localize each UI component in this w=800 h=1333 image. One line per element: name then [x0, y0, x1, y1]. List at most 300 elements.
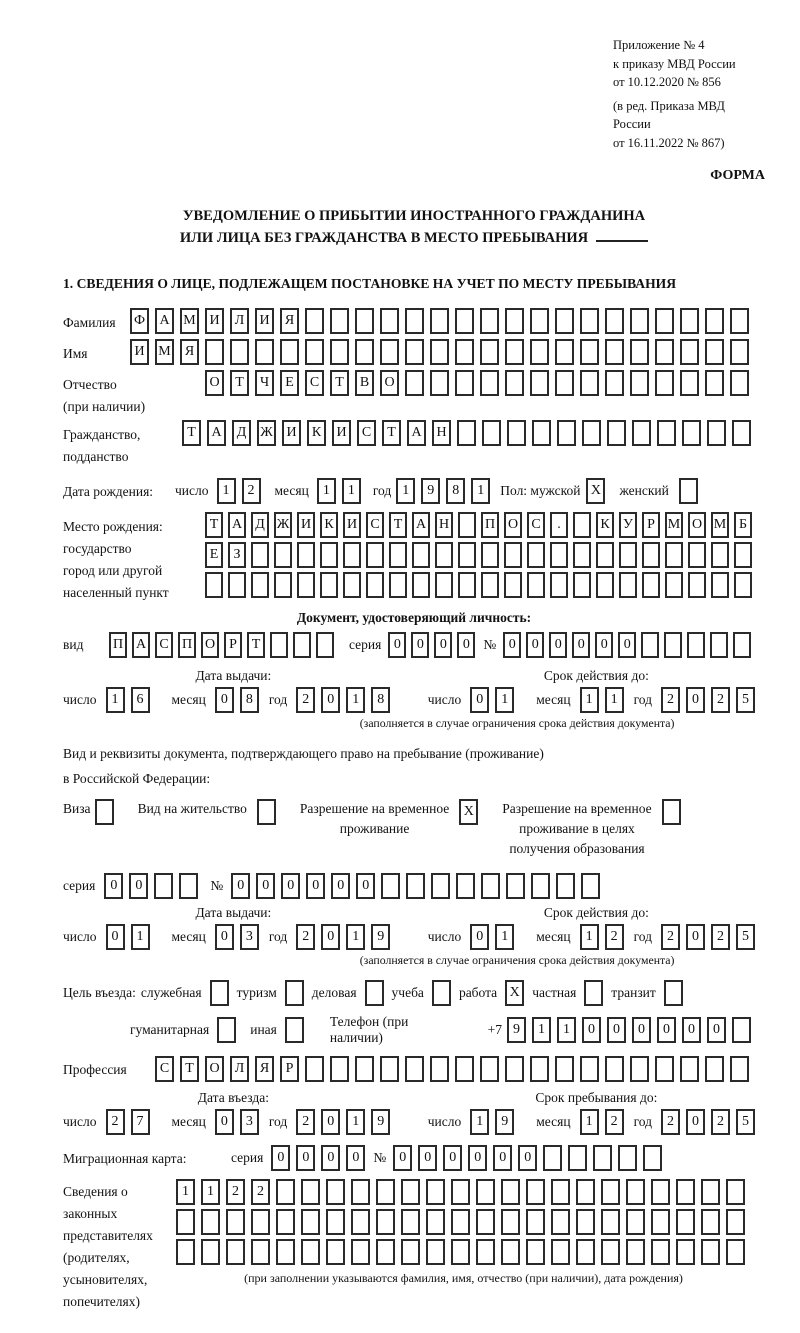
patronymic-cell[interactable]: [405, 370, 424, 396]
surname-cell[interactable]: [455, 308, 474, 334]
entry-year-cell[interactable]: 0: [321, 1109, 340, 1135]
res-valid-day-cell[interactable]: 0: [470, 924, 489, 950]
birth-place-cell[interactable]: [458, 572, 476, 598]
patronymic-cell[interactable]: [630, 370, 649, 396]
stay-year-cell[interactable]: 0: [686, 1109, 705, 1135]
migration-number-cell[interactable]: 0: [493, 1145, 512, 1171]
id-issue-day-cell[interactable]: 6: [131, 687, 150, 713]
migration-number-cell[interactable]: 0: [393, 1145, 412, 1171]
patronymic-cell[interactable]: [430, 370, 449, 396]
surname-cell[interactable]: А: [155, 308, 174, 334]
citizenship-cell[interactable]: И: [332, 420, 351, 446]
stay-day-cell[interactable]: 9: [495, 1109, 514, 1135]
representative-cell[interactable]: [701, 1239, 720, 1265]
profession-cell[interactable]: Л: [230, 1056, 249, 1082]
id-number-cell[interactable]: 0: [526, 632, 544, 658]
name-cell[interactable]: [205, 339, 224, 365]
representative-cell[interactable]: [626, 1209, 645, 1235]
id-issue-year-cell[interactable]: 2: [296, 687, 315, 713]
birth-place-cell[interactable]: [366, 572, 384, 598]
surname-cell[interactable]: [630, 308, 649, 334]
citizenship-cell[interactable]: [682, 420, 701, 446]
purpose-private-cell[interactable]: [584, 980, 603, 1006]
stay-day-cell[interactable]: 1: [470, 1109, 489, 1135]
birth-place-cell[interactable]: [412, 542, 430, 568]
phone-cell[interactable]: 0: [707, 1017, 726, 1043]
birth-place-cell[interactable]: Р: [642, 512, 660, 538]
birth-place-cell[interactable]: [435, 542, 453, 568]
citizenship-cell[interactable]: С: [357, 420, 376, 446]
birth-day-cell[interactable]: 1: [217, 478, 236, 504]
id-valid-year-cell[interactable]: 2: [661, 687, 680, 713]
purpose-business-cell[interactable]: [365, 980, 384, 1006]
birth-place-cell[interactable]: М: [665, 512, 683, 538]
representative-cell[interactable]: [401, 1179, 420, 1205]
name-cell[interactable]: [305, 339, 324, 365]
birth-place-cell[interactable]: .: [550, 512, 568, 538]
birth-year-cell[interactable]: 8: [446, 478, 465, 504]
res-valid-month-cell[interactable]: 2: [605, 924, 624, 950]
representative-cell[interactable]: [501, 1209, 520, 1235]
id-number-cell[interactable]: 0: [618, 632, 636, 658]
id-valid-day-cell[interactable]: 1: [495, 687, 514, 713]
doc-type-cell[interactable]: [316, 632, 334, 658]
representative-cell[interactable]: [301, 1179, 320, 1205]
id-series-cell[interactable]: 0: [434, 632, 452, 658]
profession-cell[interactable]: [555, 1056, 574, 1082]
surname-cell[interactable]: [605, 308, 624, 334]
surname-cell[interactable]: [530, 308, 549, 334]
res-series-cell[interactable]: [154, 873, 173, 899]
surname-cell[interactable]: [730, 308, 749, 334]
stay-year-cell[interactable]: 5: [736, 1109, 755, 1135]
id-valid-year-cell[interactable]: 5: [736, 687, 755, 713]
stay-year-cell[interactable]: 2: [711, 1109, 730, 1135]
profession-cell[interactable]: Р: [280, 1056, 299, 1082]
res-number-cell[interactable]: [506, 873, 525, 899]
representative-cell[interactable]: [701, 1209, 720, 1235]
patronymic-cell[interactable]: [730, 370, 749, 396]
birth-place-cell[interactable]: Н: [435, 512, 453, 538]
birth-place-cell[interactable]: [619, 542, 637, 568]
citizenship-cell[interactable]: [707, 420, 726, 446]
birth-place-cell[interactable]: [343, 542, 361, 568]
res-valid-year-cell[interactable]: 0: [686, 924, 705, 950]
res-valid-year-cell[interactable]: 5: [736, 924, 755, 950]
patronymic-cell[interactable]: [530, 370, 549, 396]
patronymic-cell[interactable]: [655, 370, 674, 396]
name-cell[interactable]: [380, 339, 399, 365]
patronymic-cell[interactable]: Ч: [255, 370, 274, 396]
name-cell[interactable]: [455, 339, 474, 365]
birth-place-cell[interactable]: [734, 542, 752, 568]
representative-cell[interactable]: [651, 1239, 670, 1265]
id-number-cell[interactable]: [664, 632, 682, 658]
birth-place-cell[interactable]: [711, 572, 729, 598]
citizenship-cell[interactable]: А: [207, 420, 226, 446]
entry-year-cell[interactable]: 2: [296, 1109, 315, 1135]
phone-cell[interactable]: 0: [632, 1017, 651, 1043]
migration-number-cell[interactable]: [543, 1145, 562, 1171]
representative-cell[interactable]: [576, 1239, 595, 1265]
id-issue-year-cell[interactable]: 0: [321, 687, 340, 713]
birth-place-cell[interactable]: К: [320, 512, 338, 538]
res-valid-day-cell[interactable]: 1: [495, 924, 514, 950]
patronymic-cell[interactable]: [705, 370, 724, 396]
name-cell[interactable]: И: [130, 339, 149, 365]
profession-cell[interactable]: [680, 1056, 699, 1082]
representative-cell[interactable]: [226, 1239, 245, 1265]
purpose-study-cell[interactable]: [432, 980, 451, 1006]
birth-place-cell[interactable]: [320, 572, 338, 598]
patronymic-cell[interactable]: [680, 370, 699, 396]
representative-cell[interactable]: [626, 1239, 645, 1265]
name-cell[interactable]: [605, 339, 624, 365]
name-cell[interactable]: [355, 339, 374, 365]
res-series-cell[interactable]: 0: [129, 873, 148, 899]
birth-place-cell[interactable]: [573, 542, 591, 568]
stay-month-cell[interactable]: 1: [580, 1109, 599, 1135]
phone-cell[interactable]: 0: [657, 1017, 676, 1043]
birth-place-cell[interactable]: [550, 572, 568, 598]
id-series-cell[interactable]: 0: [411, 632, 429, 658]
representative-cell[interactable]: [426, 1239, 445, 1265]
profession-cell[interactable]: С: [155, 1056, 174, 1082]
surname-cell[interactable]: Л: [230, 308, 249, 334]
representative-cell[interactable]: 2: [251, 1179, 270, 1205]
res-number-cell[interactable]: 0: [231, 873, 250, 899]
birth-place-cell[interactable]: [205, 572, 223, 598]
representative-cell[interactable]: [701, 1179, 720, 1205]
birth-place-cell[interactable]: [389, 542, 407, 568]
birth-place-cell[interactable]: Е: [205, 542, 223, 568]
name-cell[interactable]: [705, 339, 724, 365]
representative-cell[interactable]: [451, 1239, 470, 1265]
representative-cell[interactable]: [526, 1179, 545, 1205]
representative-cell[interactable]: 1: [201, 1179, 220, 1205]
migration-number-cell[interactable]: [618, 1145, 637, 1171]
birth-place-cell[interactable]: [573, 512, 591, 538]
representative-cell[interactable]: [476, 1239, 495, 1265]
stay-month-cell[interactable]: 2: [605, 1109, 624, 1135]
id-number-cell[interactable]: [641, 632, 659, 658]
birth-month-cell[interactable]: 1: [317, 478, 336, 504]
profession-cell[interactable]: [730, 1056, 749, 1082]
birth-place-cell[interactable]: [688, 572, 706, 598]
representative-cell[interactable]: [351, 1179, 370, 1205]
name-cell[interactable]: [580, 339, 599, 365]
res-issue-year-cell[interactable]: 1: [346, 924, 365, 950]
birth-place-cell[interactable]: [251, 572, 269, 598]
name-cell[interactable]: [480, 339, 499, 365]
representative-cell[interactable]: [426, 1179, 445, 1205]
name-cell[interactable]: [730, 339, 749, 365]
name-cell[interactable]: [630, 339, 649, 365]
res-valid-month-cell[interactable]: 1: [580, 924, 599, 950]
citizenship-cell[interactable]: [482, 420, 501, 446]
birth-place-cell[interactable]: Ж: [274, 512, 292, 538]
doc-type-cell[interactable]: А: [132, 632, 150, 658]
id-number-cell[interactable]: 0: [549, 632, 567, 658]
entry-day-cell[interactable]: 2: [106, 1109, 125, 1135]
purpose-official-cell[interactable]: [210, 980, 229, 1006]
entry-month-cell[interactable]: 3: [240, 1109, 259, 1135]
profession-cell[interactable]: [480, 1056, 499, 1082]
res-series-cell[interactable]: 0: [104, 873, 123, 899]
res-number-cell[interactable]: [381, 873, 400, 899]
patronymic-cell[interactable]: [480, 370, 499, 396]
entry-year-cell[interactable]: 1: [346, 1109, 365, 1135]
doc-type-cell[interactable]: П: [109, 632, 127, 658]
temp-residence-checkbox-cell[interactable]: X: [459, 799, 478, 825]
representative-cell[interactable]: 2: [226, 1179, 245, 1205]
representative-cell[interactable]: [676, 1209, 695, 1235]
migration-series-cell[interactable]: 0: [296, 1145, 315, 1171]
surname-cell[interactable]: [705, 308, 724, 334]
patronymic-cell[interactable]: [580, 370, 599, 396]
doc-type-cell[interactable]: Т: [247, 632, 265, 658]
phone-cell[interactable]: [732, 1017, 751, 1043]
birth-place-cell[interactable]: [665, 572, 683, 598]
id-valid-year-cell[interactable]: 2: [711, 687, 730, 713]
phone-cell[interactable]: 0: [607, 1017, 626, 1043]
representative-cell[interactable]: [601, 1179, 620, 1205]
representative-cell[interactable]: [426, 1209, 445, 1235]
res-number-cell[interactable]: [456, 873, 475, 899]
representative-cell[interactable]: [326, 1209, 345, 1235]
birth-place-cell[interactable]: О: [504, 512, 522, 538]
representative-cell[interactable]: [276, 1179, 295, 1205]
representative-cell[interactable]: [726, 1209, 745, 1235]
citizenship-cell[interactable]: [657, 420, 676, 446]
res-number-cell[interactable]: 0: [256, 873, 275, 899]
birth-place-cell[interactable]: Б: [734, 512, 752, 538]
birth-place-cell[interactable]: П: [481, 512, 499, 538]
representative-cell[interactable]: [651, 1209, 670, 1235]
birth-place-cell[interactable]: [550, 542, 568, 568]
profession-cell[interactable]: [430, 1056, 449, 1082]
birth-year-cell[interactable]: 9: [421, 478, 440, 504]
representative-cell[interactable]: [551, 1239, 570, 1265]
citizenship-cell[interactable]: [632, 420, 651, 446]
id-number-cell[interactable]: [710, 632, 728, 658]
name-cell[interactable]: [405, 339, 424, 365]
representative-cell[interactable]: [676, 1179, 695, 1205]
representative-cell[interactable]: [301, 1239, 320, 1265]
name-cell[interactable]: Я: [180, 339, 199, 365]
citizenship-cell[interactable]: [457, 420, 476, 446]
res-number-cell[interactable]: 0: [281, 873, 300, 899]
birth-day-cell[interactable]: 2: [242, 478, 261, 504]
patronymic-cell[interactable]: О: [205, 370, 224, 396]
birth-place-cell[interactable]: [458, 512, 476, 538]
surname-cell[interactable]: [330, 308, 349, 334]
citizenship-cell[interactable]: [557, 420, 576, 446]
patronymic-cell[interactable]: О: [380, 370, 399, 396]
surname-cell[interactable]: [380, 308, 399, 334]
birth-place-cell[interactable]: [596, 542, 614, 568]
birth-place-cell[interactable]: У: [619, 512, 637, 538]
birth-place-cell[interactable]: [274, 542, 292, 568]
representative-cell[interactable]: [251, 1209, 270, 1235]
res-number-cell[interactable]: [531, 873, 550, 899]
representative-cell[interactable]: [176, 1209, 195, 1235]
representative-cell[interactable]: [376, 1209, 395, 1235]
birth-place-cell[interactable]: [573, 572, 591, 598]
residence-permit-checkbox-cell[interactable]: [257, 799, 276, 825]
name-cell[interactable]: [230, 339, 249, 365]
surname-cell[interactable]: [555, 308, 574, 334]
doc-type-cell[interactable]: С: [155, 632, 173, 658]
birth-place-cell[interactable]: [504, 572, 522, 598]
birth-place-cell[interactable]: А: [412, 512, 430, 538]
res-number-cell[interactable]: [556, 873, 575, 899]
id-number-cell[interactable]: 0: [595, 632, 613, 658]
birth-place-cell[interactable]: [527, 572, 545, 598]
surname-cell[interactable]: [355, 308, 374, 334]
birth-place-cell[interactable]: [481, 572, 499, 598]
birth-place-cell[interactable]: [619, 572, 637, 598]
birth-place-cell[interactable]: [228, 572, 246, 598]
surname-cell[interactable]: Я: [280, 308, 299, 334]
migration-number-cell[interactable]: [643, 1145, 662, 1171]
doc-type-cell[interactable]: П: [178, 632, 196, 658]
birth-place-cell[interactable]: [297, 572, 315, 598]
res-number-cell[interactable]: [406, 873, 425, 899]
citizenship-cell[interactable]: Д: [232, 420, 251, 446]
birth-place-cell[interactable]: [688, 542, 706, 568]
migration-number-cell[interactable]: 0: [468, 1145, 487, 1171]
profession-cell[interactable]: [605, 1056, 624, 1082]
birth-year-cell[interactable]: 1: [471, 478, 490, 504]
res-number-cell[interactable]: [581, 873, 600, 899]
patronymic-cell[interactable]: [605, 370, 624, 396]
surname-cell[interactable]: [505, 308, 524, 334]
name-cell[interactable]: [655, 339, 674, 365]
res-issue-day-cell[interactable]: 0: [106, 924, 125, 950]
citizenship-cell[interactable]: [582, 420, 601, 446]
profession-cell[interactable]: [380, 1056, 399, 1082]
representative-cell[interactable]: [226, 1209, 245, 1235]
birth-place-cell[interactable]: [596, 572, 614, 598]
birth-place-cell[interactable]: [527, 542, 545, 568]
doc-type-cell[interactable]: [270, 632, 288, 658]
res-issue-day-cell[interactable]: 1: [131, 924, 150, 950]
profession-cell[interactable]: [530, 1056, 549, 1082]
res-number-cell[interactable]: 0: [306, 873, 325, 899]
citizenship-cell[interactable]: [607, 420, 626, 446]
name-cell[interactable]: [555, 339, 574, 365]
visa-checkbox-cell[interactable]: [95, 799, 114, 825]
res-number-cell[interactable]: 0: [331, 873, 350, 899]
profession-cell[interactable]: [705, 1056, 724, 1082]
migration-series-cell[interactable]: 0: [346, 1145, 365, 1171]
representative-cell[interactable]: [726, 1239, 745, 1265]
birth-place-cell[interactable]: М: [711, 512, 729, 538]
citizenship-cell[interactable]: [532, 420, 551, 446]
birth-place-cell[interactable]: Т: [389, 512, 407, 538]
migration-number-cell[interactable]: [593, 1145, 612, 1171]
surname-cell[interactable]: Ф: [130, 308, 149, 334]
birth-place-cell[interactable]: [343, 572, 361, 598]
res-valid-year-cell[interactable]: 2: [711, 924, 730, 950]
patronymic-cell[interactable]: [455, 370, 474, 396]
representative-cell[interactable]: [501, 1239, 520, 1265]
name-cell[interactable]: [430, 339, 449, 365]
id-number-cell[interactable]: 0: [503, 632, 521, 658]
profession-cell[interactable]: [455, 1056, 474, 1082]
profession-cell[interactable]: [505, 1056, 524, 1082]
surname-cell[interactable]: [480, 308, 499, 334]
birth-place-cell[interactable]: Т: [205, 512, 223, 538]
representative-cell[interactable]: [526, 1209, 545, 1235]
patronymic-cell[interactable]: [505, 370, 524, 396]
birth-place-cell[interactable]: С: [527, 512, 545, 538]
id-valid-day-cell[interactable]: 0: [470, 687, 489, 713]
representative-cell[interactable]: [276, 1239, 295, 1265]
representative-cell[interactable]: [201, 1239, 220, 1265]
representative-cell[interactable]: [676, 1239, 695, 1265]
name-cell[interactable]: [530, 339, 549, 365]
birth-place-cell[interactable]: [366, 542, 384, 568]
migration-number-cell[interactable]: [568, 1145, 587, 1171]
profession-cell[interactable]: [330, 1056, 349, 1082]
purpose-work-cell[interactable]: X: [505, 980, 524, 1006]
res-series-cell[interactable]: [179, 873, 198, 899]
birth-place-cell[interactable]: [435, 572, 453, 598]
profession-cell[interactable]: [305, 1056, 324, 1082]
purpose-transit-cell[interactable]: [664, 980, 683, 1006]
birth-place-cell[interactable]: [642, 542, 660, 568]
representative-cell[interactable]: [326, 1179, 345, 1205]
representative-cell[interactable]: [201, 1209, 220, 1235]
surname-cell[interactable]: [655, 308, 674, 334]
res-number-cell[interactable]: 0: [356, 873, 375, 899]
representative-cell[interactable]: [176, 1239, 195, 1265]
birth-place-cell[interactable]: Д: [251, 512, 269, 538]
patronymic-cell[interactable]: В: [355, 370, 374, 396]
temp-residence-edu-checkbox-cell[interactable]: [662, 799, 681, 825]
surname-cell[interactable]: [430, 308, 449, 334]
representative-cell[interactable]: [551, 1179, 570, 1205]
name-cell[interactable]: М: [155, 339, 174, 365]
id-issue-month-cell[interactable]: 8: [240, 687, 259, 713]
res-issue-year-cell[interactable]: 0: [321, 924, 340, 950]
id-issue-day-cell[interactable]: 1: [106, 687, 125, 713]
citizenship-cell[interactable]: [732, 420, 751, 446]
patronymic-cell[interactable]: С: [305, 370, 324, 396]
id-number-cell[interactable]: [687, 632, 705, 658]
birth-place-cell[interactable]: О: [688, 512, 706, 538]
birth-place-cell[interactable]: [711, 542, 729, 568]
doc-type-cell[interactable]: [293, 632, 311, 658]
representative-cell[interactable]: [276, 1209, 295, 1235]
surname-cell[interactable]: [405, 308, 424, 334]
stay-year-cell[interactable]: 2: [661, 1109, 680, 1135]
id-series-cell[interactable]: 0: [388, 632, 406, 658]
name-cell[interactable]: [330, 339, 349, 365]
birth-place-cell[interactable]: [320, 542, 338, 568]
res-issue-month-cell[interactable]: 0: [215, 924, 234, 950]
representative-cell[interactable]: [476, 1179, 495, 1205]
id-valid-month-cell[interactable]: 1: [605, 687, 624, 713]
birth-place-cell[interactable]: З: [228, 542, 246, 568]
birth-place-cell[interactable]: [642, 572, 660, 598]
representative-cell[interactable]: [726, 1179, 745, 1205]
citizenship-cell[interactable]: Т: [182, 420, 201, 446]
name-cell[interactable]: [680, 339, 699, 365]
surname-cell[interactable]: [580, 308, 599, 334]
